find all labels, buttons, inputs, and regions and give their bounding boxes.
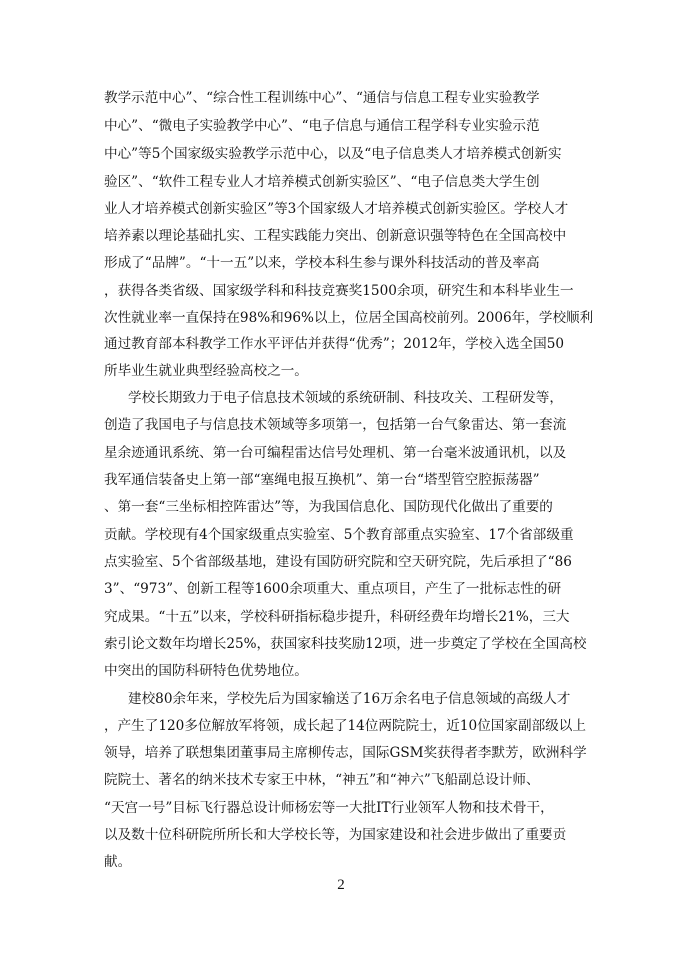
text-line: 验区”、“软件工程专业人才培养模式创新实验区”、“电子信息类大学生创 <box>104 174 540 190</box>
text-line: 创造了我国电子与信息技术领域等多项第一，包括第一台气象雷达、第一套流 <box>104 417 567 433</box>
paragraph-first-line: 建校80余年来，学校先后为国家输送了16万余名电子信息领域的高级人才 <box>128 691 571 707</box>
text-line: 形成了“品牌”。“十一五”以来，学校本科生参与课外科技活动的普及率高 <box>104 255 540 271</box>
text-line: 中心”等5个国家级实验教学示范中心，以及“电子信息类人才培养模式创新实 <box>104 146 562 162</box>
text-line: 中心”、“微电子实验教学中心”、“电子信息与通信工程学科专业实验示范 <box>104 118 540 134</box>
text-line: 我军通信装备史上第一部“塞绳电报互换机”、第一台“塔型管空腔振荡器” <box>104 472 540 488</box>
text-line: 贡献。学校现有4个国家级重点实验室、5个教育部重点实验室、17个省部级重 <box>104 527 574 543</box>
text-line: 索引论文数年均增长25%，获国家科技奖励12项，进一步奠定了学校在全国高校 <box>104 636 587 652</box>
text-line: 点实验室、5个省部级基地，建设有国防研究院和空天研究院，先后承担了“86 <box>104 554 572 570</box>
text-line: 培养素以理论基础扎实、工程实践能力突出、创新意识强等特色在全国高校中 <box>104 228 567 244</box>
text-line: 通过教育部本科教学工作水平评估并获得“优秀”；2012年，学校入选全国50 <box>104 336 565 352</box>
text-line: 中突出的国防科研特色优势地位。 <box>104 663 308 679</box>
page-number: 2 <box>337 877 345 893</box>
text-line: 献。 <box>104 854 132 870</box>
text-line: 领导，培养了联想集团董事局主席柳传志，国际GSM奖获得者李默芳，欧洲科学 <box>104 745 587 761</box>
text-line: 次性就业率一直保持在98%和96%以上，位居全国高校前列。2006年，学校顺利 <box>104 310 594 326</box>
text-line: 究成果。“十五”以来，学校科研指标稳步提升，科研经费年均增长21%，三大 <box>104 609 570 625</box>
text-line: 以及数十位科研院所所长和大学校长等，为国家建设和社会进步做出了重要贡 <box>104 827 567 843</box>
text-line: 所毕业生就业典型经验高校之一。 <box>104 363 308 379</box>
text-line: ，获得各类省级、国家级学科和科技竞赛奖1500余项，研究生和本科毕业生一 <box>104 283 574 299</box>
text-line: 院院士、著名的纳米技术专家王中林，“神五”和“神六”飞船副总设计师、 <box>104 772 540 788</box>
text-line: 业人才培养模式创新实验区”等3个国家级人才培养模式创新实验区。学校人才 <box>104 201 569 217</box>
text-line: ，产生了120多位解放军将领，成长起了14位两院院士，近10位国家副部级以上 <box>104 718 586 734</box>
text-line: 3”、“973”、创新工程等1600余项重大、重点项目，产生了一批标志性的研 <box>104 581 562 597</box>
text-line: 教学示范中心”、“综合性工程训练中心”、“通信与信息工程专业实验教学 <box>104 90 540 106</box>
text-line: 星余迹通讯系统、第一台可编程雷达信号处理机、第一台毫米波通讯机，以及 <box>104 445 567 461</box>
paragraph-first-line: 学校长期致力于电子信息技术领域的系统研制、科技攻关、工程研发等， <box>128 390 563 406</box>
text-line: “天宫一号”目标飞行器总设计师杨宏等一大批IT行业领军人物和技术骨干， <box>104 800 554 816</box>
text-line: 、第一套“三坐标相控阵雷达”等，为我国信息化、国防现代化做出了重要的 <box>104 499 553 515</box>
